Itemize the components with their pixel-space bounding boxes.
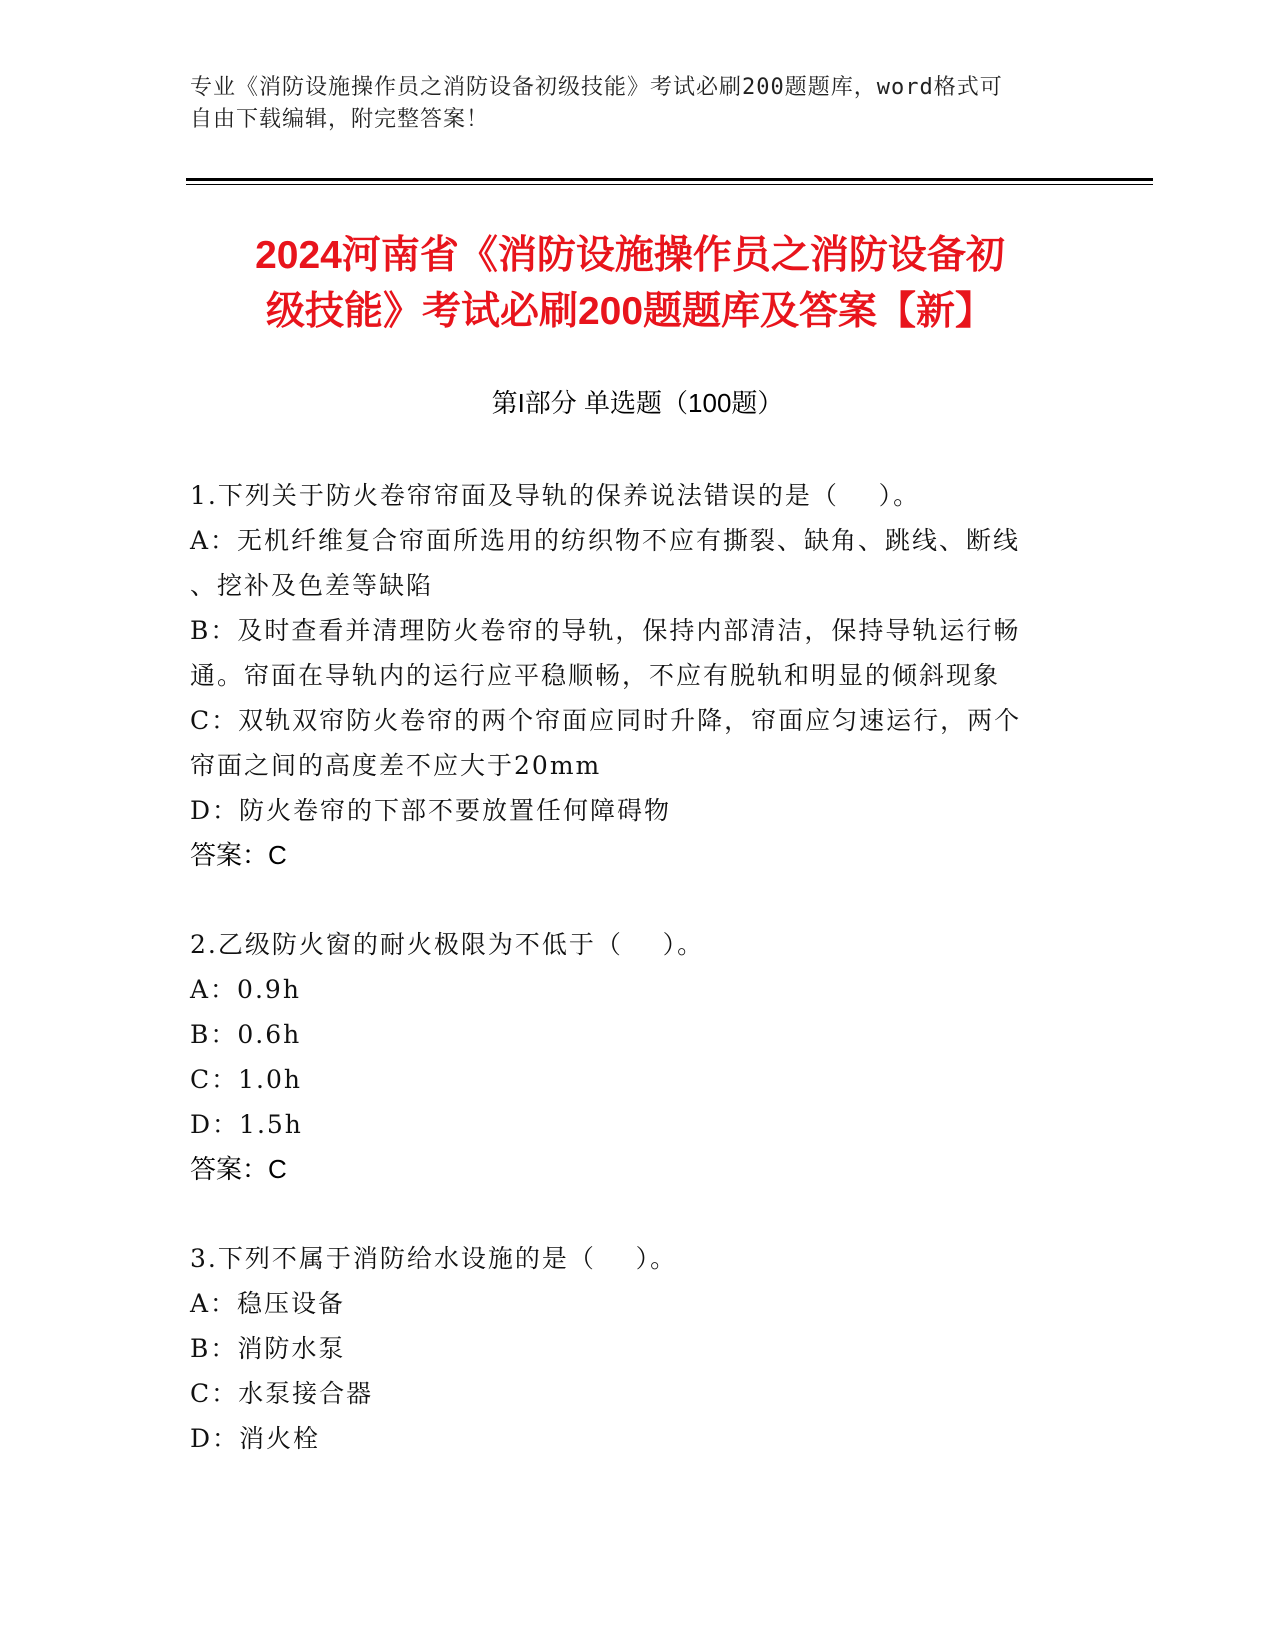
question-stem: 1.下列关于防火卷帘帘面及导轨的保养说法错误的是（ ）。 [190,481,921,510]
option-line: A：无机纤维复合帘面所选用的纺织物不应有撕裂、缺角、跳线、断线 [190,526,1021,555]
document-title: 2024河南省《消防设施操作员之消防设备初 级技能》考试必刷200题题库及答案【新】 [255,234,1005,333]
option-line: D：消火栓 [190,1424,321,1453]
option-line: B：0.6h [190,1020,302,1049]
option-line: D：防火卷帘的下部不要放置任何障碍物 [190,796,672,825]
question-stem: 3.下列不属于消防给水设施的是（ ）。 [190,1244,678,1273]
answer-label: 答案：C [190,1154,287,1184]
option-line: 、挖补及色差等缺陷 [190,571,434,600]
option-line: C：水泵接合器 [190,1379,374,1408]
header-note: 专业《消防设施操作员之消防设备初级技能》考试必刷200题题库，word格式可 自由下载编辑，附完整答案！ [190,75,1003,132]
answer-label: 答案：C [190,840,287,870]
question-1 [190,473,1070,878]
option-line: C：1.0h [190,1065,302,1094]
option-line: C：双轨双帘防火卷帘的两个帘面应同时升降，帘面应匀速运行，两个 [190,706,1022,735]
header-rule-thick [186,178,1153,181]
option-line: D：1.5h [190,1110,303,1139]
option-line: A：稳压设备 [190,1289,346,1318]
option-line: 帘面之间的高度差不应大于20mm [190,751,602,780]
option-line: B：及时查看并清理防火卷帘的导轨，保持内部清洁，保持导轨运行畅 [190,616,1021,645]
option-line: 通。帘面在导轨内的运行应平稳顺畅，不应有脱轨和明显的倾斜现象 [190,661,1001,690]
question-2 [190,922,1070,1192]
question-3 [190,1236,1070,1461]
question-stem: 2.乙级防火窗的耐火极限为不低于（ ）。 [190,930,705,959]
section-heading: 第I部分 单选题（100题） [491,388,784,418]
question-list [190,473,1070,1505]
header-rule-thin [186,184,1153,185]
option-line: A：0.9h [190,975,301,1004]
option-line: B：消防水泵 [190,1334,346,1363]
